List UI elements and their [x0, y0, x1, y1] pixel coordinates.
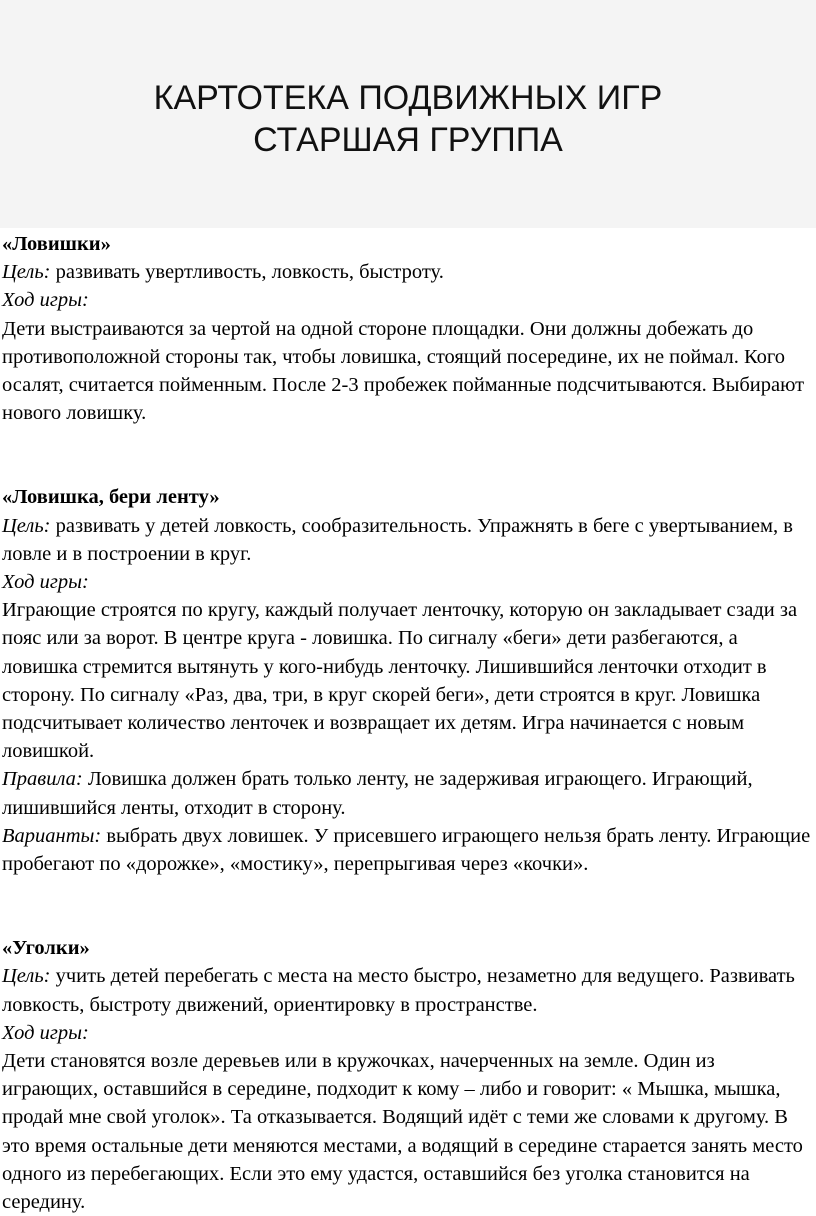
variants-text: выбрать двух ловишек. У присевшего играющего нельзя брать ленту. Играющие пробегают по «дорожке», «мостику», перепрыгивая через «кочки».	[2, 824, 811, 876]
game-title: «Ловишки»	[2, 233, 111, 255]
game-section	[2, 483, 814, 878]
game-goal	[2, 258, 814, 286]
rules-label: Правила:	[2, 768, 83, 791]
game-section	[2, 230, 814, 427]
goal-text: учить детей перебегать с места на место быстро, незаметно для ведущего. Развивать ловкость, быстроту движений, ориентировку в пространстве.	[2, 965, 795, 1016]
game-rules	[2, 765, 814, 821]
page-title-line1: КАРТОТЕКА ПОДВИЖНЫХ ИГР	[153, 79, 663, 117]
goal-label: Цель:	[2, 965, 51, 988]
document-body	[0, 228, 816, 1216]
goal-text: развивать увертливость, ловкость, быстроту.	[50, 261, 444, 284]
game-goal	[2, 962, 814, 1018]
course-text: Дети становятся возле деревьев или в кружочках, начерченных на земле. Один из играющих, оставшийся в середине, подходит к кому – либо и говорит: « Мышка, мышка, продай мне свой уголок». Та отказывается. Водящий идёт с теми же словами к другому. В это время остальные дети меняются местами, а водящий в середине старается занять место одного из перебегающих. Если это ему удастся, оставшийся без уголка становится на середину.	[2, 1050, 803, 1214]
variants-label: Варианты:	[2, 824, 102, 847]
game-goal	[2, 512, 814, 568]
course-label: Ход игры:	[2, 1021, 89, 1044]
game-variants	[2, 822, 814, 878]
course-text: Дети выстраиваются за чертой на одной стороне площадки. Они должны добежать до противоположной стороны так, чтобы ловишка, стоящий посередине, их не поймал. Кого осалят, считается пойменным. После 2-3 пробежек пойманные подсчитываются. Выбирают нового ловишку.	[2, 317, 805, 425]
goal-label: Цель:	[2, 261, 51, 284]
game-section	[2, 934, 814, 1216]
course-text: Играющие строятся по кругу, каждый получает ленточку, которую он закладывает сзади за пояс или за ворот. В центре круга - ловишка. По сигналу «беги» дети разбегаются, а ловишка стремится вытянуть у кого-нибудь ленточку. Лишившийся ленточки отходит в сторону. По сигналу «Раз, два, три, в круг скорей беги», дети строятся в круг. Ловишка подсчитывает количество ленточек и возвращает их детям. Игра начинается с новым ловишкой.	[2, 599, 798, 763]
course-label: Ход игры:	[2, 289, 89, 312]
game-title: «Ловишка, бери ленту»	[2, 486, 220, 509]
course-label: Ход игры:	[2, 571, 89, 594]
goal-text: развивать у детей ловкость, сообразительность. Упражнять в беге с увертыванием, в ловле и в построении в круг.	[2, 514, 793, 565]
goal-label: Цель:	[2, 514, 51, 537]
page-title-line2: СТАРШАЯ ГРУППА	[253, 121, 563, 159]
game-title: «Уголки»	[2, 937, 90, 960]
page-header	[0, 0, 816, 228]
rules-text: Ловишка должен брать только ленту, не задерживая играющего. Играющий, лишившийся ленты, отходит в сторону.	[2, 768, 753, 819]
